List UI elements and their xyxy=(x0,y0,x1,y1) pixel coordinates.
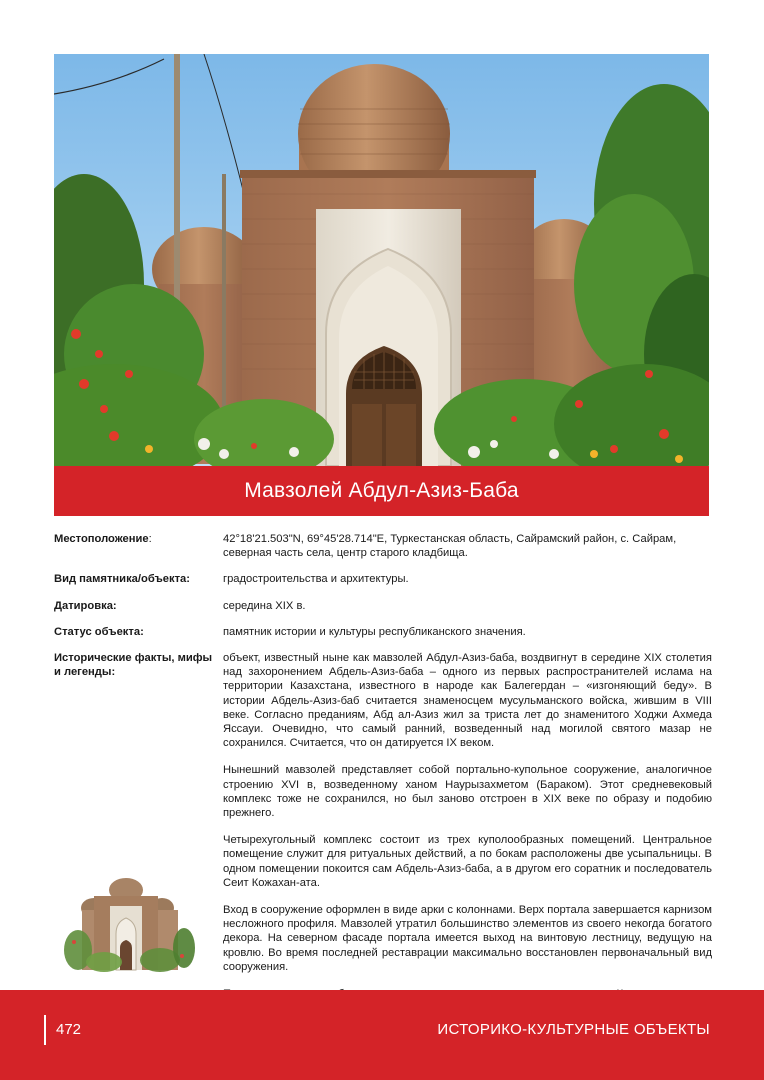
field-row-dating xyxy=(54,599,712,613)
field-label-text: Местоположение xyxy=(54,533,149,545)
field-value: градостроительства и архитектуры. xyxy=(223,573,409,586)
history-text xyxy=(223,651,712,1028)
field-value: середина XIX в. xyxy=(223,599,306,612)
history-paragraph: Нынешний мавзолей представляет собой портально-купольное сооружение, аналогичное строению XVI в, возведенному ханом Наурызахметом (Бараком). Этот средневековый комплекс тоже не сохранился, но был заново отстроен в XIX веке по образу и подобию прежнего. xyxy=(223,764,712,820)
field-label-suffix: : xyxy=(148,533,152,545)
page-title: Мавзолей Абдул-Азиз-Баба xyxy=(54,466,709,516)
field-label: Вид памятника/объекта: xyxy=(54,573,190,586)
page-footer xyxy=(0,990,764,1080)
history-paragraph: Четырехугольный комплекс состоит из трех куполообразных помещений. Центральное помещение служит для ритуальных действий, а по бокам расположены две усыпальницы. В одном помещении покоится сам Абдель-Азиз-баба, а в другом его соратник и последователь Сеит Кожахан-ата. xyxy=(223,834,712,889)
field-value: 42°18'21.503"N, 69°45'28.714"E, Туркестанская область, Сайрамский район, с. Сайрам, северная часть села, центр старого кладбища. xyxy=(223,533,677,560)
history-paragraph: Вход в сооружение оформлен в виде арки с колоннами. Верх портала завершается карнизом несложного профиля. Мавзолей утратил большинство элементов из своего некогда богатого декора. На северном фасаде портала имеется выход на винтовую лестницу, ведущую на кровлю. Во время последней реставрации максимально восстановлен первоначальный вид сооружения. xyxy=(223,904,712,973)
footer-divider xyxy=(44,1015,46,1045)
mausoleum-sketch-icon xyxy=(64,872,196,972)
section-title: ИСТОРИКО-КУЛЬТУРНЫЕ ОБЪЕКТЫ xyxy=(437,1021,710,1038)
field-label xyxy=(54,532,223,560)
field-label: Статус объекта: xyxy=(54,625,144,638)
field-row-location xyxy=(54,532,712,560)
field-label: Датировка: xyxy=(54,599,117,612)
field-row-status xyxy=(54,625,712,639)
mausoleum-photo xyxy=(54,54,709,466)
history-paragraph: объект, известный ныне как мавзолей Абдул-Азиз-баба, воздвигнут в середине XIX столетия над захоронением Абдель-Азиз-баба – одного из первых распространителей ислама на территории Казахстана, известного в народе как Балегердан – «изгоняющий беду». В истории Абдель-Азиз-баб считается знаменосцем мусульманского войска, жившим в VIII веке. Согласно преданиям, Абд ал-Азиз жил за триста лет до знаменитого Ходжи Ахмеда Яссауи. Очевидно, что самый ранний, возведенный над могилой святого мазар не сохранился. Считается, что он датируется IX веком. xyxy=(223,652,712,750)
field-label: Исторические факты, мифы и легенды: xyxy=(54,652,213,679)
field-value: памятник истории и культуры республиканского значения. xyxy=(223,625,526,638)
field-row-type xyxy=(54,572,712,586)
page-number: 472 xyxy=(56,1021,82,1038)
